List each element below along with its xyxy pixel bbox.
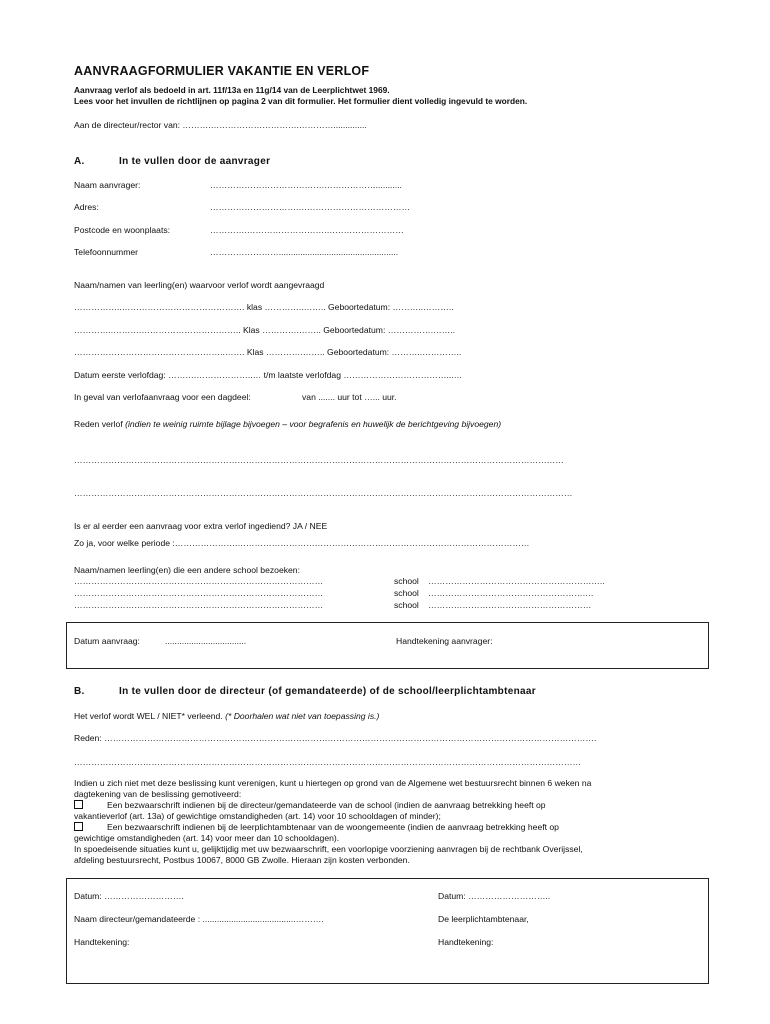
form-instructions: Lees voor het invullen de richtlijnen op pagina 2 van dit formulier. Het formulier dient volledig ingevuld te worden. (74, 96, 528, 106)
objection-intro-2: dagtekening van de beslissing gemotiveerd: (74, 789, 242, 799)
other-school-field-1[interactable]: …………………………………………………….. (428, 576, 605, 586)
decision-reason-field[interactable]: Reden: ………………………………………………………………………………………………………………………………………………………. (74, 733, 597, 743)
officer-date-field[interactable]: Datum: ……………………….. (438, 891, 551, 901)
urgent-note-1: In spoedeisende situaties kunt u, gelijktijdig met uw bezwaarschrift, een voorlopige voorziening aanvragen bij de rechtbank Overijssel, (74, 844, 583, 854)
other-school-label-2: school (394, 588, 419, 598)
request-date-field[interactable]: .................................. (165, 636, 247, 646)
director-signature-label[interactable]: Handtekening: (74, 937, 130, 947)
urgent-note-2: afdeling bestuursrecht, Postbus 10067, 8000 GB Zwolle. Hieraan zijn kosten verbonden. (74, 855, 410, 865)
other-school-label-1: school (394, 576, 419, 586)
address-field[interactable]: ………………………….………………………………… (210, 202, 411, 212)
reason-note: (indien te weinig ruimte bijlage bijvoegen – voor begrafenis en huwelijk de berichtgeving bijvoegen) (125, 419, 502, 429)
option-2-continued: gewichtige omstandigheden (art. 14) voor meer dan 10 schooldagen). (74, 833, 340, 843)
phone-label: Telefoonnummer (74, 247, 139, 257)
officer-signature-label[interactable]: Handtekening: (438, 937, 494, 947)
form-title: AANVRAAGFORMULIER VAKANTIE EN VERLOF (74, 64, 370, 78)
other-school-name-2[interactable]: …………………………………………………………………………… (74, 588, 324, 598)
decision-note: (* Doorhalen wat niet van toepassing is.) (225, 711, 380, 721)
applicant-signature-label[interactable]: Handtekening aanvrager: (396, 636, 493, 646)
director-name-field[interactable]: Naam directeur/gemandateerde : .......................................………. (74, 914, 324, 924)
form-subtitle: Aanvraag verlof als bedoeld in art. 11f/13a en 11g/14 van de Leerplichtwet 1969. (74, 85, 390, 95)
officer-role-label: De leerplichtambtenaar, (438, 914, 529, 924)
section-a-heading: In te vullen door de aanvrager (119, 156, 271, 167)
other-school-name-1[interactable]: …………………………………………………………………………… (74, 576, 324, 586)
students-label: Naam/namen van leerling(en) waarvoor verlof wordt aangevraagd (74, 280, 325, 290)
address-label: Adres: (74, 202, 99, 212)
director-date-field[interactable]: Datum: ………………………. (74, 891, 184, 901)
leave-dates-field[interactable]: Datum eerste verlofdag: ……….………………..… t/m laatste verlofdag ………………………………...… (74, 370, 463, 380)
addressee-field[interactable]: Aan de directeur/rector van: ……….………………………….………….............. (74, 120, 367, 130)
other-school-name-3[interactable]: …………………………………………………………………………… (74, 600, 324, 610)
day-leave-times[interactable]: van ....... uur tot …... uur. (302, 392, 397, 402)
reason-line-2[interactable]: ………………………………………………………………………………………………………………………………………………………… (74, 488, 573, 498)
checkbox-icon[interactable] (74, 800, 83, 809)
other-school-label-3: school (394, 600, 419, 610)
section-b-heading: In te vullen door de directeur (of gemandateerde) of de school/leerplichtambtenaar (119, 686, 536, 697)
day-leave-label: In geval van verlofaanvraag voor een dagdeel: (74, 392, 251, 402)
applicant-name-field[interactable]: ………………………………….………………........... (210, 180, 402, 190)
other-school-label: Naam/namen leerling(en) die een andere school bezoeken: (74, 565, 300, 575)
decision-line[interactable]: Het verlof wordt WEL / NIET* verleend. (* Doorhalen wat niet van toepassing is.) (74, 711, 380, 721)
decision-reason-line-2[interactable]: …………………………………………………………………………………………………………………………………………………………… (74, 757, 582, 767)
earlier-request-question[interactable]: Is er al eerder een aanvraag voor extra verlof ingediend? JA / NEE (74, 521, 328, 531)
section-a-letter: A. (74, 156, 85, 167)
option-1[interactable]: Een bezwaarschrift indienen bij de directeur/gemandateerde van de school (indien de aanvraag betrekking heeft op (74, 800, 546, 811)
request-date-label: Datum aanvraag: (74, 636, 140, 646)
reason-line-1[interactable]: ……………………………………………………………………………………………………………………………………………………… (74, 455, 564, 465)
section-b-letter: B. (74, 686, 85, 697)
student-row-3[interactable]: ……………………………………………..……. Klas ………….…….. Geboortedatum: ………..………….. (74, 347, 462, 357)
earlier-period-field[interactable]: Zo ja, voor welke periode :………………….………………………………………………………………………………………… (74, 538, 530, 548)
student-row-1[interactable]: ……………..……………………………………. klas …………..…….. Geboortedatum: ………..……….. (74, 302, 454, 312)
option-1-continued: vakantieverlof (art. 13a) of gewichtige omstandigheden (art. 14) voor 10 schooldagen of minder); (74, 811, 441, 821)
student-row-2[interactable]: …………..……….…………………………….. Klas ………….…….. Geboortedatum: …………….…….. (74, 325, 456, 335)
objection-intro-1: Indien u zich niet met deze beslissing kunt verenigen, kunt u hiertegen op grond van de Algemene wet bestuursrecht binnen 6 weken na (74, 778, 592, 788)
other-school-field-2[interactable]: ……………………………………………….… (428, 588, 594, 598)
applicant-signature-box (66, 622, 709, 669)
option-2[interactable]: Een bezwaarschrift indienen bij de leerplichtambtenaar van de woongemeente (indien de aanvraag betrekking heeft op (74, 822, 559, 833)
postcode-field[interactable]: ………….……………………….……………………… (210, 225, 404, 235)
checkbox-icon[interactable] (74, 822, 83, 831)
applicant-name-label: Naam aanvrager: (74, 180, 141, 190)
postcode-label: Postcode en woonplaats: (74, 225, 171, 235)
phone-field[interactable]: …………………….................................................. (210, 247, 399, 257)
other-school-field-3[interactable]: ………………………………………………… (428, 600, 592, 610)
reason-label: Reden verlof (indien te weinig ruimte bijlage bijvoegen – voor begrafenis en huwelijk de berichtgeving bijvoegen) (74, 419, 502, 429)
